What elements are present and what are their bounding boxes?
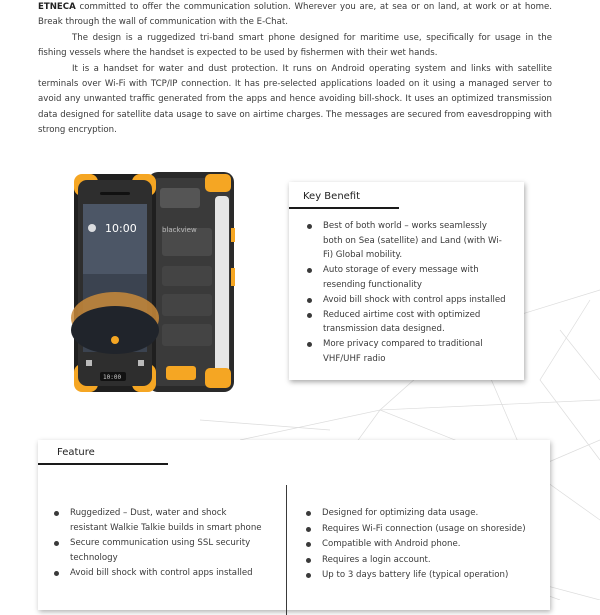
key-benefit-panel	[289, 182, 524, 380]
list-item: More privacy compared to traditional VHF/UHF radio	[303, 337, 508, 366]
intro-paragraph-1	[38, 0, 552, 31]
feature-panel	[38, 440, 550, 610]
list-item: Compatible with Android phone.	[302, 537, 532, 552]
feature-list-right	[302, 506, 532, 584]
list-item: Requires Wi-Fi connection (usage on shoreside)	[302, 522, 532, 537]
key-benefit-title: Key Benefit	[303, 191, 361, 202]
feature-list-left	[50, 506, 265, 582]
feature-divider	[286, 485, 287, 615]
list-item: Best of both world – works seamlessly both on Sea (satellite) and Land (with Wi-Fi) Global mobility.	[303, 219, 508, 263]
list-item: Ruggedized – Dust, water and shock resistant Walkie Talkie builds in smart phone	[50, 506, 265, 535]
list-item: Auto storage of every message with resending functionality	[303, 263, 508, 292]
list-item: Designed for optimizing data usage.	[302, 506, 532, 521]
list-item: Requires a login account.	[302, 553, 532, 568]
list-item: Avoid bill shock with control apps installed	[303, 293, 508, 308]
phone-front	[71, 174, 159, 392]
phone-screen-time: 10:00	[103, 374, 122, 381]
rugged-phone-image	[70, 168, 240, 398]
intro-paragraph-3: It is a handset for water and dust protection. It runs on Android operating system and links with satellite terminals over Wi-Fi with TCP/IP connection. It has pre-selected applications loaded on it using a managed server to avoid any unwanted traffic generated from the apps and hence avoiding bill-shock. It uses an optimized transmission data designed for satellite data usage to save on airtime charges. The messages are secured from eavesdropping with strong encryption.	[38, 63, 552, 136]
feature-title: Feature	[57, 447, 95, 458]
list-item: Reduced airtime cost with optimized transmission data designed.	[303, 308, 508, 337]
key-benefit-list	[303, 219, 508, 367]
intro-paragraph-2: The design is a ruggedized tri-band smart phone designed for maritime use, specifically for usage in the fishing vessels where the handset is expected to be used by fishermen with their wet hands.	[38, 32, 552, 59]
brand-name: ETNECA	[38, 2, 76, 12]
feature-underline	[38, 463, 168, 465]
phone-brand-label: blackview	[162, 226, 197, 234]
key-benefit-underline	[289, 207, 399, 209]
intro-p1-text: committed to offer the communication solution. Wherever you are, at sea or on land, at work or at home. Break through the wall of communication with the E-Chat.	[38, 2, 552, 28]
phone-back	[148, 172, 235, 392]
list-item: Secure communication using SSL security technology	[50, 536, 265, 565]
list-item: Up to 3 days battery life (typical operation)	[302, 568, 532, 583]
list-item: Avoid bill shock with control apps installed	[50, 566, 265, 581]
intro-text	[38, 0, 552, 139]
phone-clock: 10:00	[105, 222, 137, 235]
